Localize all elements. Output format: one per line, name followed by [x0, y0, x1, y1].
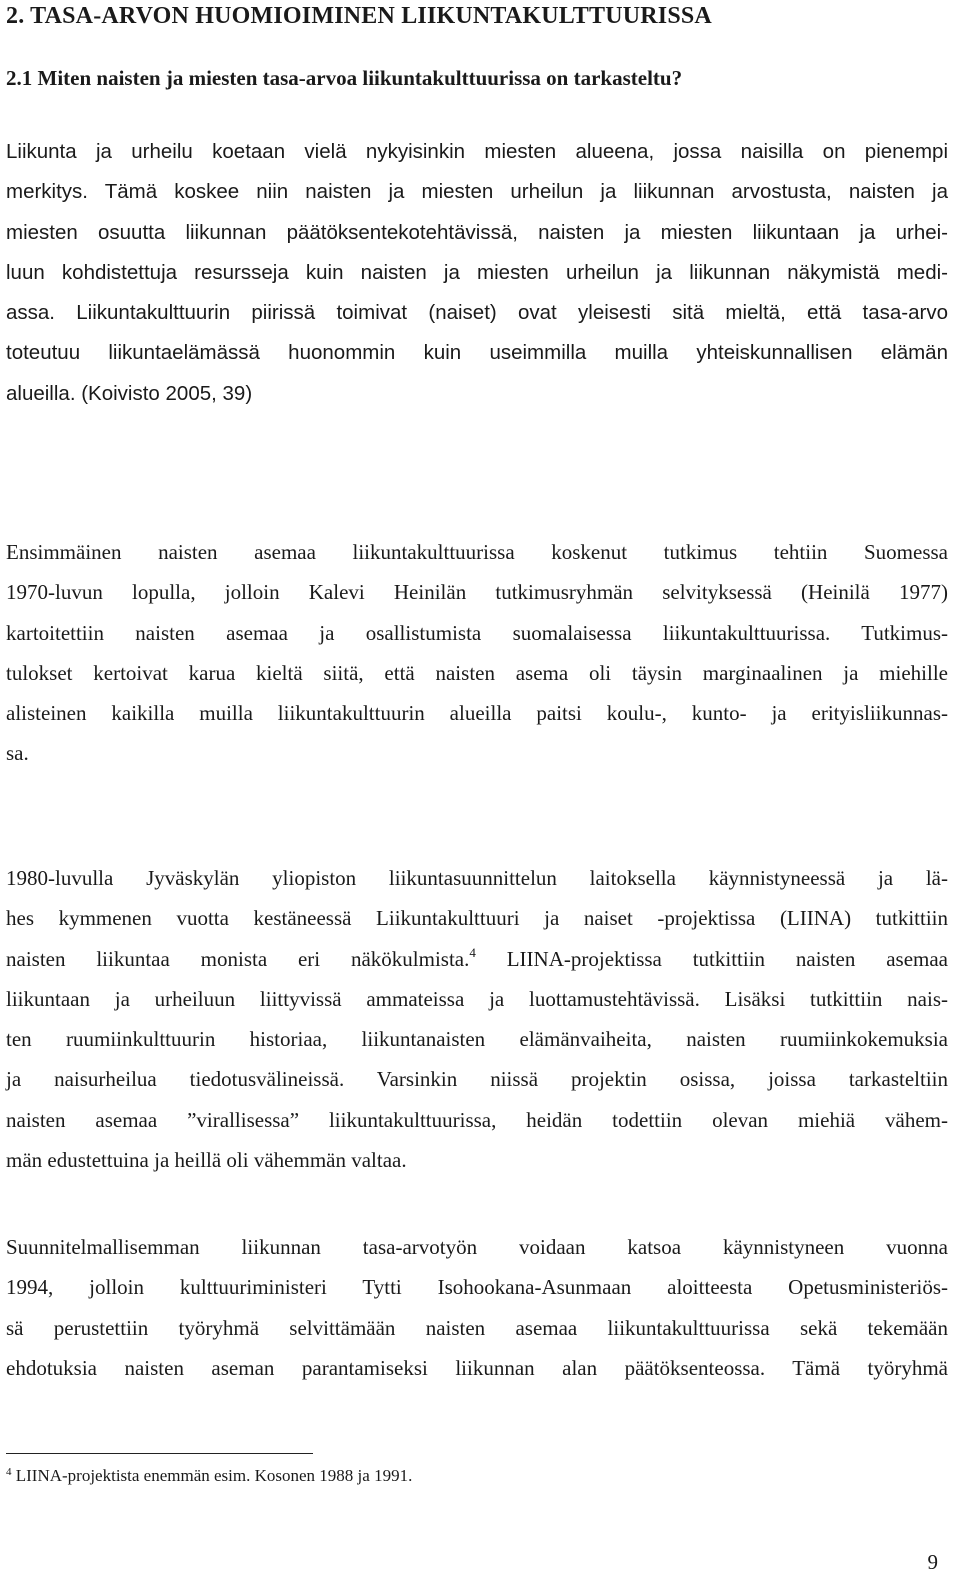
footnote-number: 4: [6, 1466, 12, 1478]
paragraph-line: ehdotuksia naisten aseman parantamiseksi liikunnan alan päätöksenteossa. Tämä työryhmä: [6, 1355, 948, 1380]
paragraph-2: [6, 532, 948, 774]
paragraph-line: män edustettuina ja heillä oli vähemmän valtaa.: [6, 1148, 407, 1173]
page-number: 9: [927, 1550, 938, 1574]
paragraph-line: Suunnitelmallisemman liikunnan tasa-arvotyön voidaan katsoa käynnistyneen vuonna: [6, 1235, 948, 1259]
paragraph-line-with-footnote: [6, 939, 948, 979]
footnote-reference: 4: [469, 944, 476, 960]
paragraph-4: [6, 1227, 948, 1388]
section-heading: 2.1 Miten naisten ja miesten tasa-arvoa liikuntakulttuurissa on tarkasteltu?: [6, 66, 683, 90]
chapter-heading: 2. TASA-ARVON HUOMIOIMINEN LIIKUNTAKULTTUURISSA: [6, 3, 712, 29]
paragraph-3: [6, 858, 948, 1180]
paragraph-line: luun kohdistettuja resursseja kuin naisten ja miesten urheilun ja liikunnan näkymistä medi-: [6, 260, 948, 284]
paragraph-line: liikuntaan ja urheiluun liittyvissä ammateissa ja luottamustehtävissä. Lisäksi tutkittiin nais-: [6, 986, 948, 1011]
paragraph-line: 1994, jolloin kulttuuriministeri Tytti Isohookana-Asunmaan aloitteesta Opetusministeriös-: [6, 1275, 948, 1300]
paragraph-line: tulokset kertoivat karua kieltä siitä, että naisten asema oli täysin marginaalinen ja miehille: [6, 660, 948, 685]
paragraph-line: ten ruumiinkulttuurin historiaa, liikuntanaisten elämänvaiheita, naisten ruumiinkokemuksia: [6, 1027, 948, 1052]
paragraph-line-text: LIINA-projektissa tutkittiin naisten asemaa: [475, 946, 948, 971]
paragraph-line: naisten asemaa ”virallisessa” liikuntakulttuurissa, heidän todettiin olevan miehiä vähem-: [6, 1107, 948, 1132]
paragraph-line: Liikunta ja urheilu koetaan vielä nykyisinkin miesten alueena, jossa naisilla on pienempi: [6, 140, 948, 163]
paragraph-line: 1980-luvulla Jyväskylän yliopiston liikuntasuunnittelun laitoksella käynnistyneessä ja lä-: [6, 866, 948, 890]
paragraph-line: hes kymmenen vuotta kestäneessä Liikuntakulttuuri ja naiset -projektissa (LIINA) tutkittiin: [6, 906, 948, 931]
paragraph-line: sa.: [6, 741, 29, 766]
paragraph-line: ja naisurheilua tiedotusvälineissä. Varsinkin niissä projektin osissa, joissa tarkasteltiin: [6, 1067, 948, 1092]
paragraph-line: alueilla. (Koivisto 2005, 39): [6, 381, 253, 405]
paragraph-line: miesten osuutta liikunnan päätöksentekotehtävissä, naisten ja miesten liikuntaan ja urhei-: [6, 220, 948, 244]
paragraph-line: alisteinen kaikilla muilla liikuntakulttuurin alueilla paitsi koulu-, kunto- ja erityisliikunnas-: [6, 701, 948, 726]
paragraph-line: merkitys. Tämä koskee niin naisten ja miesten urheilun ja liikunnan arvostusta, naisten ja: [6, 180, 948, 204]
paragraph-line: kartoitettiin naisten asemaa ja osallistumista suomalaisessa liikuntakulttuurissa. Tutkimus-: [6, 620, 948, 645]
footnote: [6, 1464, 412, 1488]
paragraph-line: 1970-luvun lopulla, jolloin Kalevi Heinilän tutkimusryhmän selvityksessä (Heinilä 1977): [6, 580, 948, 605]
footnote-text: LIINA-projektista enemmän esim. Kosonen 1988 ja 1991.: [15, 1466, 413, 1485]
footnote-divider: [6, 1453, 313, 1454]
paragraph-line: sä perustettiin työryhmä selvittämään naisten asemaa liikuntakulttuurissa sekä tekemään: [6, 1315, 948, 1340]
paragraph-line-text: naisten liikuntaa monista eri näkökulmista.: [6, 946, 470, 971]
paragraph-line: assa. Liikuntakulttuurin piirissä toimivat (naiset) ovat yleisesti sitä mieltä, että tasa-arvo: [6, 301, 948, 325]
paragraph-1: [6, 132, 948, 414]
paragraph-line: Ensimmäinen naisten asemaa liikuntakulttuurissa koskenut tutkimus tehtiin Suomessa: [6, 540, 948, 564]
paragraph-line: toteutuu liikuntaelämässä huonommin kuin useimmilla muilla yhteiskunnallisen elämän: [6, 341, 948, 365]
